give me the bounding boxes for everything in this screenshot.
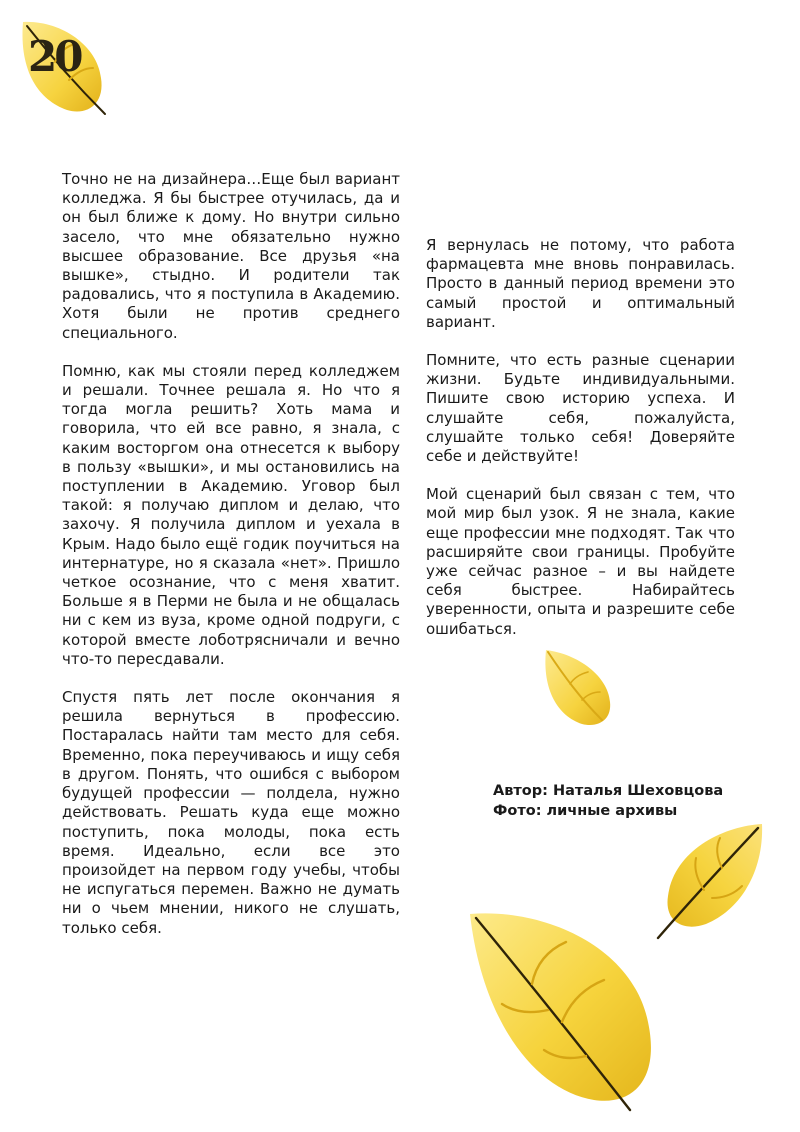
paragraph: Мой сценарий был связан с тем, что мой мир был узок. Я не знала, какие еще профессии мне подходят. Так что расширяйте свои границы. Пробуйте уже сейчас разное – и вы найдете себя быстрее. Набирайтесь уверенности, опыта и разрешите себе ошибаться. (426, 485, 735, 638)
page-number: 20 (28, 32, 81, 81)
paragraph: Я вернулась не потому, что работа фармацевта мне вновь понравилась. Просто в данный период времени это самый простой и оптимальный вариант. (426, 236, 735, 331)
article-column-left (62, 170, 400, 957)
article-credits (493, 781, 723, 821)
photo-credit: Фото: личные архивы (493, 803, 678, 819)
leaf-icon (538, 648, 618, 730)
paragraph: Помните, что есть разные сценарии жизни. Будьте индивидуальными. Пишите свою историю успеха. И слушайте себя, пожалуйста, слушайте только себя! Доверяйте себе и действуйте! (426, 351, 735, 466)
leaf-icon (462, 900, 672, 1112)
author-credit: Автор: Наталья Шеховцова (493, 783, 724, 799)
paragraph: Точно не на дизайнера…Еще был вариант колледжа. Я бы быстрее отучилась, да и он был ближе к дому. Но внутри сильно засело, что мне обязательно нужно высшее образование. Все друзья «на вышке», стыдно. И родители так радовались, что я поступила в Академию. Хотя были не против среднего специального. (62, 170, 400, 342)
article-column-right (426, 236, 735, 658)
paragraph: Спустя пять лет после окончания я решила вернуться в профессию. Постаралась найти там место для себя. Временно, пока переучиваюсь и ищу себя в другом. Понять, что ошибся с выбором будущей профессии — полдела, нужно действовать. Решать куда еще можно поступить, пока молоды, пока есть время. Идеально, если все это произойдет на первом году учебы, чтобы не испугаться перемен. Важно не думать ни о чьем мнении, никого не слушать, только себя. (62, 688, 400, 937)
paragraph: Помню, как мы стояли перед колледжем и решали. Точнее решала я. Но что я тогда могла решить? Хоть мама и говорила, что ей все равно, я знала, с каким восторгом она отнесется к выбору в пользу «вышки», и мы остановились на поступлении в Академию. Уговор был такой: я получаю диплом и делаю, что захочу. Я получила диплом и уехала в Крым. Надо было ещё годик поучиться на интернатуре, но я сказала «нет». Пришло четкое осознание, что с меня хватит. Больше я в Перми не была и не общалась ни с кем из вуза, кроме одной подруги, с которой вместе лоботрясничали и вечно что-то пересдавали. (62, 361, 400, 668)
